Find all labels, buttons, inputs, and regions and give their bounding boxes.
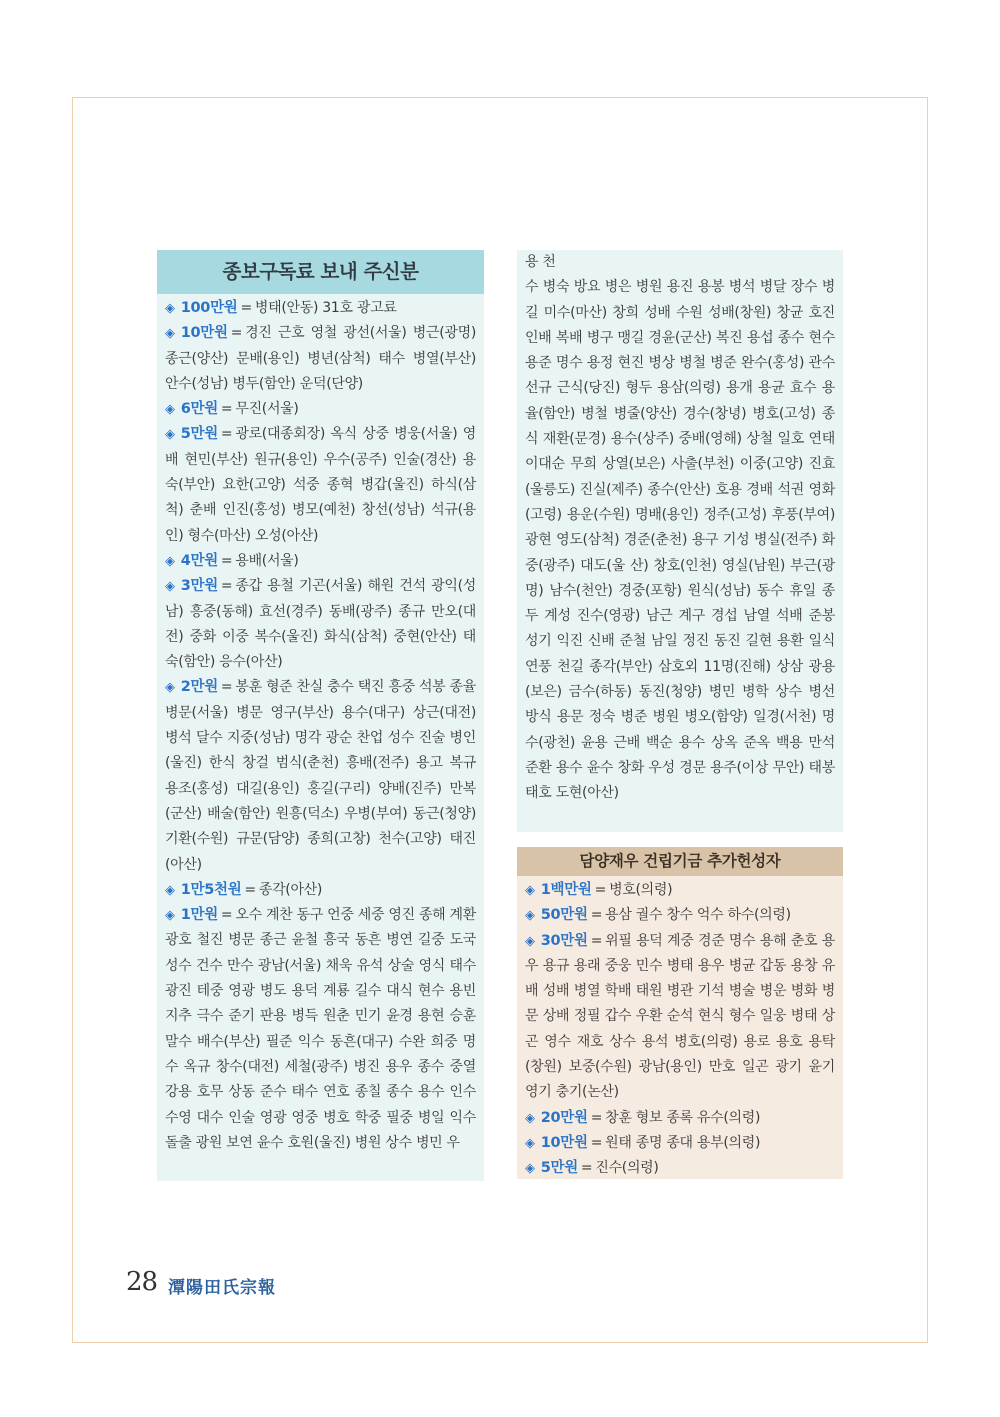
donor-entry: ◈ 1만원 = 오수 계찬 동구 언중 세중 영진 종해 계환 광호 철진 병문 종근 윤철 흥국 동흔 병연 길중 도국 성수 건수 만수 광남(서울) 채욱 유석 상술 영식 태수 광진 테중 영광 병도 용덕 계룡 길수 대식 현수 용빈 지추 극수 준기 판용 병득 원춘 민기 윤경 용현 승훈 말수 배수(부산) 필준 익수 동흔(대구) 수완 희중 명수 옥규 창수(대전) 세철(광주) 병진 용우 종수 중열 강용 호무 상동 준수 태수 연호 종칠 종수 용수 인수 수영 대수 인술 영광 영중 병호 학중 필중 병일 익수 돌출 광원 보연 윤수 호원(울진) 병원 상수 병민 우: [165, 907, 476, 1151]
donor-entry: ◈ 30만원 = 위필 용덕 계중 경준 명수 용해 춘호 용우 용규 용래 중웅 민수 병태 용우 병균 갑동 용창 유배 성배 병열 학배 태원 병관 기석 병술 병운 병화 병문 상배 정필 갑수 우환 순석 현식 형수 일웅 병태 상곤 영수 재호 상수 용석 병호(의령) 용로 용호 용탁(창원) 보중(수원) 광남(용인) 만호 일곤 광기 윤기 영기 충기(논산): [525, 932, 835, 1101]
donation-amount: 50만원: [540, 907, 588, 924]
donor-names: 병호(의령): [609, 882, 673, 898]
diamond-icon: ◈: [525, 883, 535, 898]
donor-names: 진수(의령): [595, 1160, 659, 1177]
donor-names: 종갑 용철 기곤(서울) 해원 건석 광익(성남) 흥중(동해) 효선(경주) 동배(광주) 종규 만오(대전) 중화 이중 복수(울진) 화식(삼척) 중현(안산) 태숙(함안) 응수(아산): [165, 578, 476, 671]
donor-names: 종각(아산): [258, 881, 323, 898]
donor-names: 봉훈 형준 찬실 충수 택진 흥중 석봉 종율 병문(서울) 병문 영구(부산) 용수(대구) 상근(대전) 병석 달수 지중(성남) 명각 광순 찬업 성수 진술 병인(울진) 한식 창걸 범식(춘천) 흥배(전주) 용고 복규 용조(홍성) 대길(용인) 홍길(구리) 양배(진주) 만복(군산) 배술(함안) 원흥(덕소) 우병(부여) 동근(청양) 기환(수원) 규문(담양) 종희(고창) 천수(고양) 태진(아산): [165, 679, 476, 873]
diamond-icon: ◈: [525, 908, 535, 924]
donor-entry: ◈ 1만5천원 = 종각(아산): [165, 881, 323, 898]
donor-names: 창훈 형보 종록 유수(의령): [605, 1109, 761, 1126]
diamond-icon: ◈: [165, 402, 175, 418]
donor-entry: ◈ 5만원 = 진수(의령): [525, 1160, 659, 1177]
donation-amount: 1백만원: [540, 882, 592, 898]
donor-names: 위필 용덕 계중 경준 명수 용해 춘호 용우 용규 용래 중웅 민수 병태 용우 병균 갑동 용창 유배 성배 병열 학배 태원 병관 기석 병술 병운 병화 병문 상배 정필 갑수 우환 순석 현식 형수 일웅 병태 상곤 영수 재호 상수 용석 병호(의령) 용로 용호 용탁(창원) 보중(수원) 광남(용인) 만호 일곤 광기 윤기 영기 충기(논산): [525, 932, 835, 1101]
subscription-donors-list: [157, 294, 484, 1156]
donor-entry: ◈ 6만원 = 무진(서울): [165, 401, 299, 418]
diamond-icon: ◈: [165, 680, 175, 696]
page-number: 28: [126, 1267, 158, 1297]
diamond-icon: ◈: [525, 1110, 535, 1126]
building-fund-donors-box: [517, 847, 843, 1179]
donor-entry: ◈ 2만원 = 봉훈 형준 찬실 충수 택진 흥중 석봉 종율 병문(서울) 병문 영구(부산) 용수(대구) 상근(대전) 병석 달수 지중(성남) 명각 광순 찬업 성수 진술 병인(울진) 한식 창걸 범식(춘천) 흥배(전주) 용고 복규 용조(홍성) 대길(용인) 홍길(구리) 양배(진주) 만복(군산) 배술(함안) 원흥(덕소) 우병(부여) 동근(청양) 기환(수원) 규문(담양) 종희(고창) 천수(고양) 태진(아산): [165, 679, 476, 873]
donor-entry: ◈ 3만원 = 종갑 용철 기곤(서울) 해원 건석 광익(성남) 흥중(동해) 효선(경주) 동배(광주) 종규 만오(대전) 중화 이중 복수(울진) 화식(삼척) 중현(안산) 태숙(함안) 응수(아산): [165, 578, 476, 671]
subscription-donors-title: 종보구독료 보내 주신분: [157, 250, 484, 294]
donor-names: 광로(대종회장) 옥식 상중 병웅(서울) 영배 현민(부산) 원규(용인) 우수(공주) 인술(경산) 용숙(부안) 요한(고양) 석중 종혁 병갑(울진) 하식(삼척) 춘배 인진(홍성) 병모(예천) 창선(성남) 석규(용인) 형수(마산) 오성(아산): [165, 426, 476, 544]
donor-entry: ◈ 10만원 = 원태 종명 종대 용부(의령): [525, 1134, 761, 1151]
donation-amount: 5만원: [540, 1160, 578, 1177]
donor-names: 원태 종명 종대 용부(의령): [605, 1134, 761, 1151]
diamond-icon: ◈: [165, 326, 175, 342]
diamond-icon: ◈: [525, 1161, 535, 1177]
subscription-donors-continued-box: [517, 250, 843, 832]
building-fund-donors-title: 담양재우 건립기금 추가헌성자: [517, 847, 843, 876]
publication-title: 潭陽田氏宗報: [168, 1278, 276, 1298]
donor-entry: ◈ 50만원 = 용삼 궐수 창수 억수 하수(의령): [525, 907, 791, 924]
donor-names: 오수 계찬 동구 언중 세중 영진 종해 계환 광호 철진 병문 종근 윤철 흥국 동흔 병연 길중 도국 성수 건수 만수 광남(서울) 채욱 유석 상술 영식 태수 광진 테중 영광 병도 용덕 계룡 길수 대식 현수 용빈 지추 극수 준기 판용 병득 원춘 민기 윤경 용현 승훈 말수 배수(부산) 필준 익수 동흔(대구) 수완 희중 명수 옥규 창수(대전) 세철(광주) 병진 용우 종수 중열 강용 호무 상동 준수 태수 연호 종칠 종수 용수 인수 수영 대수 인술 영광 영중 병호 학중 필중 병일 익수 돌출 광원 보연 윤수 호원(울진) 병원 상수 병민 우: [165, 907, 476, 1151]
donation-amount: 6만원: [180, 401, 218, 418]
donor-entry: ◈ 5만원 = 광로(대종회장) 옥식 상중 병웅(서울) 영배 현민(부산) 원규(용인) 우수(공주) 인술(경산) 용숙(부안) 요한(고양) 석중 종혁 병갑(울진) 하식(삼척) 춘배 인진(홍성) 병모(예천) 창선(성남) 석규(용인) 형수(마산) 오성(아산): [165, 426, 476, 544]
diamond-icon: ◈: [165, 579, 175, 595]
donor-names: 병태(안동) 31호 광고료: [254, 300, 397, 316]
donor-entry: ◈ 4만원 = 용배(서울): [165, 552, 299, 569]
donation-amount: 10만원: [540, 1134, 588, 1151]
diamond-icon: ◈: [165, 301, 175, 316]
donor-entry: ◈ 10만원 = 경진 근호 영철 광선(서울) 병근(광명) 종근(양산) 문배(용인) 병년(삼척) 태수 병열(부산) 안수(성남) 병두(함안) 운덕(단양): [165, 325, 476, 392]
diamond-icon: ◈: [165, 553, 175, 569]
donation-amount: 5만원: [180, 426, 218, 443]
donation-amount: 30만원: [540, 932, 588, 949]
donor-entry: ◈ 1백만원 = 병호(의령): [525, 882, 673, 898]
diamond-icon: ◈: [525, 933, 535, 949]
donor-names: 경진 근호 영철 광선(서울) 병근(광명) 종근(양산) 문배(용인) 병년(삼척) 태수 병열(부산) 안수(성남) 병두(함안) 운덕(단양): [165, 325, 476, 392]
donation-amount: 2만원: [180, 679, 218, 696]
donation-amount: 10만원: [180, 325, 228, 342]
diamond-icon: ◈: [525, 1135, 535, 1151]
subscription-donors-continued-text: 용 천 수 병숙 방요 병은 병원 용진 용봉 병석 병달 장수 병길 미수(마산) 창희 성배 수원 성배(창원) 창균 호진 인배 복배 병구 맹길 경윤(군산) 복진 용섭 종수 현수 용준 명수 용정 현진 병상 병철 병준 완수(홍성) 관수 선규 근식(당진) 형두 용삼(의령) 용개 용균 효수 용율(함안) 병철 병줄(양산) 경수(창녕) 병호(고성) 종식 재환(문경) 용수(상주) 중배(영해) 상철 일호 연태 이대순 무희 상열(보은) 사출(부천) 이중(고양) 진효(울릉도) 진실(제주) 종수(안산) 호용 경배 석권 영화(고령) 용운(수원) 명배(용인) 정주(고성) 후풍(부여) 광현 영도(삼척) 경준(춘천) 용구 기성 병실(전주) 화중(광주) 대도(울 산) 창호(인천) 영실(남원) 부근(광명) 남수(천안) 경중(포항) 원식(성남) 동수 휴일 종두 계성 진수(영광) 남근 계구 경섭 남열 석배 준봉 성기 익진 신배 준철 남일 정진 동진 길현 용환 일식 연풍 천길 종각(부안) 삼호외 11명(진해) 상삼 광용(보은) 금수(하동) 동진(청양) 병민 병학 상수 병선 방식 용문 정숙 병준 병원 병오(함양) 일경(서천) 명수(광천) 윤용 근배 백순 용수 상옥 준옥 백용 만석 준환 용수 윤수 창화 우성 경문 용주(이상 무안) 태봉 태호 도현(아산): [525, 254, 835, 802]
donor-names: 용배(서울): [235, 552, 299, 569]
diamond-icon: ◈: [165, 882, 175, 898]
donation-amount: 4만원: [180, 552, 218, 569]
donation-amount: 20만원: [540, 1109, 588, 1126]
donation-amount: 1만원: [180, 907, 218, 924]
donor-names: 무진(서울): [235, 401, 299, 418]
building-fund-donors-list: [517, 876, 843, 1182]
subscription-donors-box: [157, 250, 484, 1181]
donation-amount: 1만5천원: [180, 881, 242, 898]
donation-amount: 100만원: [180, 300, 238, 316]
donor-entry: ◈ 20만원 = 창훈 형보 종록 유수(의령): [525, 1109, 761, 1126]
donation-amount: 3만원: [180, 578, 218, 595]
diamond-icon: ◈: [165, 908, 175, 924]
diamond-icon: ◈: [165, 427, 175, 443]
donor-names: 용삼 궐수 창수 억수 하수(의령): [605, 907, 791, 924]
donor-entry: ◈ 100만원 = 병태(안동) 31호 광고료: [165, 300, 397, 316]
